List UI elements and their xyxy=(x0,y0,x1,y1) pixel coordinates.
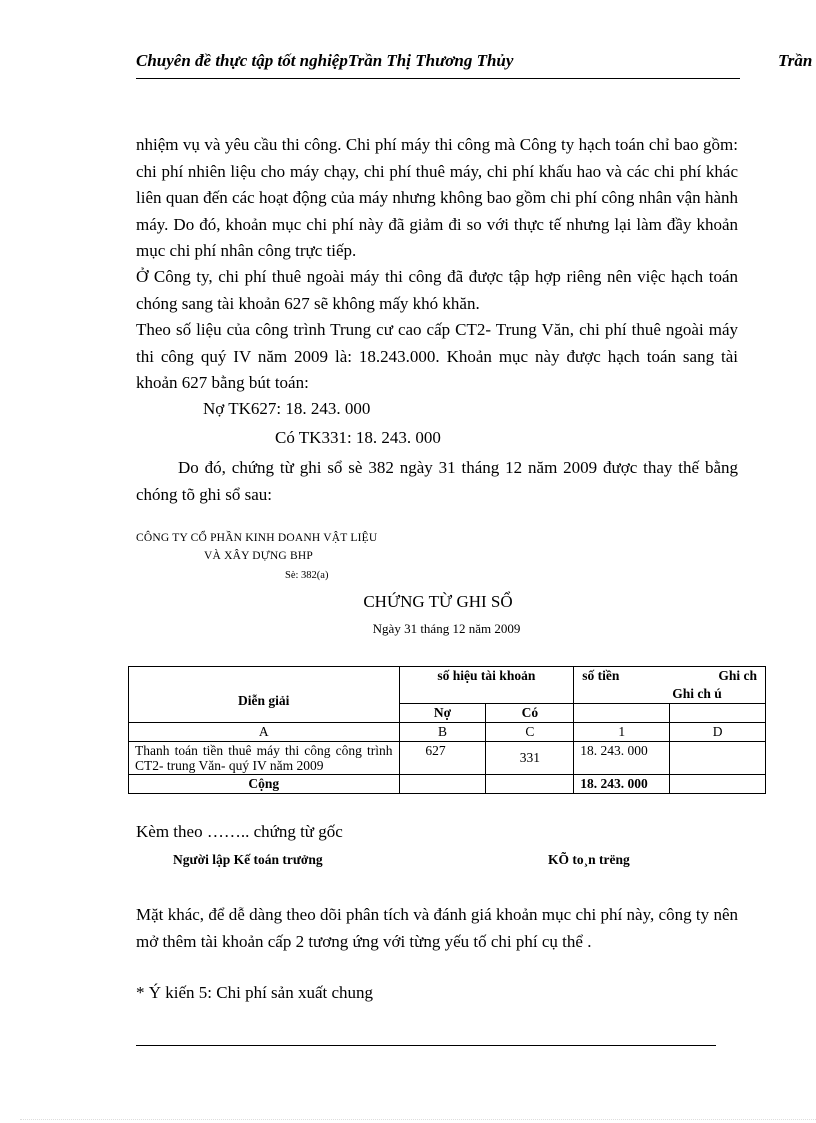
row-note xyxy=(670,742,766,775)
table-code-row xyxy=(129,723,766,742)
voucher-table xyxy=(128,666,766,794)
table-total-row xyxy=(129,775,766,794)
table-row xyxy=(129,742,766,775)
paragraph-recommendation: Mặt khác, để dễ dàng theo dõi phân tích và đánh giá khoản mục chi phí này, công ty nên mở thêm tài khoản cấp 2 tương ứng với từng yếu tố chi phí cụ thể . xyxy=(136,905,738,951)
footer-divider xyxy=(136,1045,716,1046)
paragraph-voucher-intro: Do đó, chứng từ ghi sổ sè 382 ngày 31 tháng 12 năm 2009 được thay thế bằng chóng tõ ghi sổ sau: xyxy=(136,458,738,504)
total-empty-debit xyxy=(399,775,486,794)
signature-chief: KÕ to¸n trëng xyxy=(548,852,630,867)
header-cell-amount-note xyxy=(574,667,766,704)
code-cell-a: A xyxy=(129,723,400,742)
subheader-debit: Nợ xyxy=(399,704,486,723)
header-amount-label: số tiền xyxy=(582,668,620,683)
row-debit-account: 627 xyxy=(399,742,486,775)
row-amount: 18. 243. 000 xyxy=(574,742,670,775)
header-note-b: Ghi ch ú xyxy=(672,686,722,701)
signature-preparer: Người lập Kế toán trưởng xyxy=(173,852,323,867)
header-note-a: Ghi ch xyxy=(718,668,757,683)
header-cell-description: Diễn giải xyxy=(129,667,400,723)
paragraph-rental-costs: Ở Công ty, chi phí thuê ngoài máy thi công đã được tập hợp riêng nên việc hạch toán chóng sang tài khoản 627 sẽ không mấy khó khăn. xyxy=(136,267,738,313)
journal-entry-credit: Có TK331: 18. 243. 000 xyxy=(275,428,441,447)
table-header-row xyxy=(129,667,766,704)
opinion-5-heading: * Ý kiến 5: Chi phí sản xuất chung xyxy=(136,983,374,1002)
header-right-fragment: Trần xyxy=(778,51,813,70)
subheader-credit: Có xyxy=(486,704,574,723)
page-edge-dotted-line xyxy=(20,1119,816,1120)
row-credit-account: 331 xyxy=(486,742,574,775)
voucher-title: CHỨNG TỪ GHI SỔ xyxy=(363,592,513,611)
code-cell-b: B xyxy=(399,723,486,742)
header-divider xyxy=(136,78,740,79)
voucher-date: Ngày 31 tháng 12 năm 2009 xyxy=(372,621,521,636)
total-empty-note xyxy=(670,775,766,794)
attachment-line: Kèm theo …….. chứng từ gốc xyxy=(136,822,343,841)
journal-entry-debit: Nợ TK627: 18. 243. 000 xyxy=(203,399,371,418)
subheader-empty-amount xyxy=(574,704,670,723)
total-amount: 18. 243. 000 xyxy=(574,775,670,794)
total-empty-credit xyxy=(486,775,574,794)
company-name-line2: VÀ XÂY DỰNG BHP xyxy=(204,550,313,562)
subheader-empty-note xyxy=(670,704,766,723)
paragraph-project-data: Theo số liệu của công trình Trung cư cao cấp CT2- Trung Văn, chi phí thuê ngoài máy thi công quý IV năm 2009 là: 18.243.000. Khoản mục này được hạch toán sang tài khoản 627 bằng bút toán: xyxy=(136,320,738,392)
voucher-number: Sè: 382(a) xyxy=(285,570,329,581)
paragraph-machine-costs: nhiệm vụ và yêu cầu thi công. Chi phí máy thi công mà Công ty hạch toán chỉ bao gồm: chi phí nhiên liệu cho máy chạy, chi phí thuê máy, chi phí khấu hao và các chi phí khác liên quan đến các hoạt động của máy nhưng không bao gồm chi phí công nhân vận hành máy. Do đó, khoản mục chi phí này đã giảm đi so với thực tế nhưng lại làm đầy khoản mục chi phí nhân công trực tiếp. xyxy=(136,135,738,260)
code-cell-1: 1 xyxy=(574,723,670,742)
row-description: Thanh toán tiền thuê máy thi công công trình CT2- trung Văn- quý IV năm 2009 xyxy=(129,742,400,775)
code-cell-d: D xyxy=(670,723,766,742)
header-cell-account: số hiệu tài khoản xyxy=(399,667,574,704)
code-cell-c: C xyxy=(486,723,574,742)
company-name-line1: CÔNG TY CỔ PHẦN KINH DOANH VẬT LIỆU xyxy=(136,532,378,544)
total-label: Cộng xyxy=(129,775,400,794)
header-title: Chuyên đề thực tập tốt nghiệpTrần Thị Thương Thủy xyxy=(136,51,514,70)
